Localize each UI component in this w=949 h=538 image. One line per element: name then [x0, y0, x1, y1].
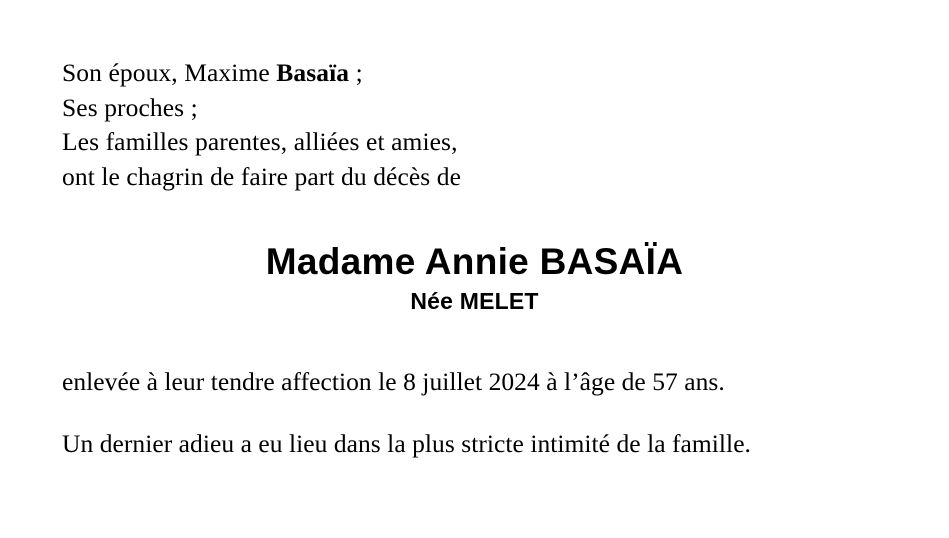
farewell-sentence: Un dernier adieu a eu lieu dans la plus stricte intimité de la famille.: [62, 428, 751, 458]
intro-line-spouse-prefix: Son époux, Maxime: [62, 58, 277, 87]
name-block: [62, 241, 887, 315]
spouse-surname: Basaïa: [276, 58, 350, 87]
intro-line-announcement: ont le chagrin de faire part du décès de: [62, 162, 462, 192]
intro-line-spouse-suffix: ;: [349, 58, 363, 87]
maiden-name: Née MELET: [410, 288, 539, 315]
age-sentence: enlevée à leur tendre affection le 8 juillet 2024 à l’âge de 57 ans.: [62, 367, 725, 397]
intro-block: [62, 56, 887, 195]
intro-line-spouse: [62, 56, 887, 91]
intro-line-relatives: Ses proches ;: [62, 92, 198, 122]
intro-line-families: Les familles parentes, alliées et amies,: [62, 127, 458, 157]
deceased-name: Madame Annie BASAÏA: [265, 240, 684, 282]
